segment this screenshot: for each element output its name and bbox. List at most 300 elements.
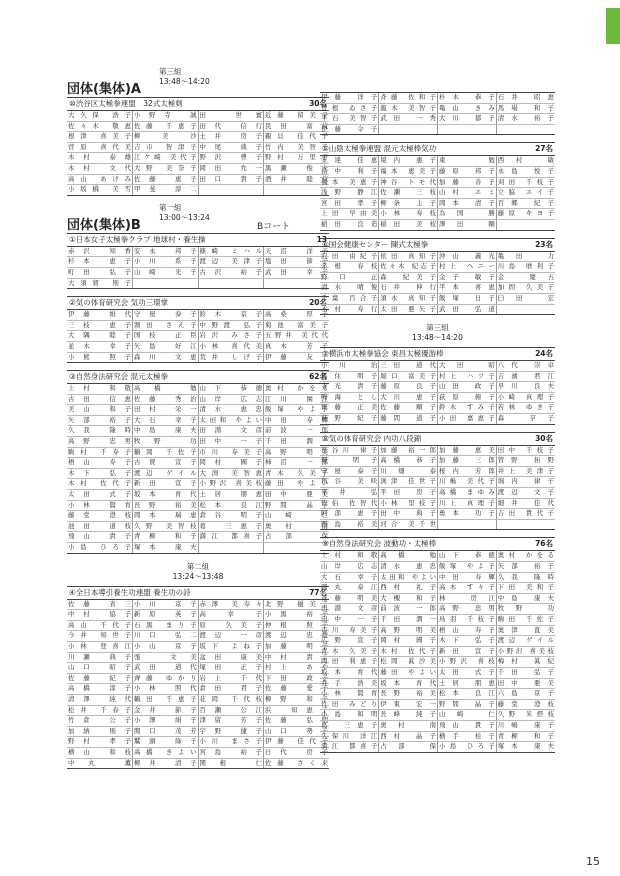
- member-name: 岡田 允一: [198, 163, 264, 174]
- member-name: 長野 裕美: [133, 500, 199, 511]
- member-name: 高山 あけみ: [67, 174, 133, 185]
- schedule-line: 13:48～14:20: [159, 77, 210, 86]
- member-name: 大川 恵子: [379, 392, 438, 403]
- member-name: 小野沢 喜美枝: [198, 479, 264, 490]
- team-count: 30名: [309, 99, 327, 108]
- member-row: [320, 466, 555, 477]
- member-row: [320, 252, 555, 262]
- member-name: 新田 宣子: [133, 479, 199, 490]
- member-name: 江ケ崎 美代子: [133, 153, 199, 164]
- member-name: 高桑 厚子: [264, 310, 330, 320]
- member-name: 佐々木 紀志子: [379, 262, 438, 273]
- member-name: 西村 敏: [496, 156, 555, 166]
- member-name: 六島 京子: [496, 689, 555, 700]
- member-name: 倉谷 明子: [198, 511, 264, 522]
- member-row: [320, 477, 555, 488]
- member-name: 千葉 百合子: [320, 293, 379, 304]
- member-name: 浅野 静江: [320, 188, 379, 199]
- member-row: [67, 132, 329, 143]
- schedule-line: 第一組: [159, 202, 182, 212]
- member-row: [67, 500, 329, 511]
- team-count: 23名: [535, 239, 553, 249]
- member-name: 龍木 美智子: [379, 103, 438, 114]
- member-name: 佐藤 愛子: [264, 684, 330, 695]
- member-name: 野口 正: [320, 272, 379, 283]
- member-name: 高橋 勉: [379, 551, 438, 561]
- member-name: 梧山 寿子: [67, 458, 133, 469]
- member-name: 柿沼 一郎: [264, 458, 330, 469]
- member-row: [320, 604, 555, 615]
- member-name: 小林 登喜江: [67, 641, 133, 652]
- member-row: [320, 188, 555, 199]
- member-row: [320, 124, 555, 134]
- member-row: [320, 731, 555, 742]
- member-name: 黒瀬 俊夫: [264, 163, 330, 174]
- member-name: 長峰 純子: [379, 710, 438, 721]
- member-row: [320, 667, 555, 678]
- member-name: 清水 恵忠: [379, 562, 438, 573]
- member-name: 加藤 恵美: [438, 446, 497, 456]
- member-name: 浜 知恵子: [264, 705, 330, 716]
- member-row: [67, 405, 329, 416]
- member-row: [67, 267, 329, 278]
- member-name: 佐瀬 三枝: [379, 188, 438, 199]
- member-row: [320, 614, 555, 625]
- member-name: 菅原 喜代美: [67, 142, 133, 153]
- member-name: 高橋 まゆみ: [438, 488, 497, 499]
- member-name: 清水 裕子: [496, 114, 555, 125]
- member-name: 亀田 力: [496, 252, 555, 262]
- member-row: [320, 361, 555, 371]
- member-name: 甲斐 淳二: [134, 185, 197, 194]
- member-name: 長野 裕美: [379, 689, 438, 700]
- member-name: 杉本 恵子: [67, 257, 133, 268]
- member-name: 日代 房子: [264, 747, 330, 758]
- member-name: 五野井 美代代: [264, 331, 330, 342]
- member-name: 下田 政子: [264, 673, 330, 684]
- team-block: [67, 370, 329, 554]
- member-name: 市川 寿美子: [198, 447, 264, 458]
- member-name: 藤堂 澄枝: [496, 699, 555, 710]
- member-row: [320, 456, 555, 467]
- member-row: [67, 511, 329, 522]
- member-name: 太田和 やよい: [379, 572, 438, 583]
- member-name: 久保川 洋江: [320, 731, 379, 742]
- team-count: 62名: [309, 372, 327, 382]
- member-name: 大槻 和子: [379, 593, 438, 604]
- member-name: 川島 磨利子: [496, 262, 555, 273]
- member-name: 稲田 良造: [321, 219, 378, 228]
- member-name: 畑 明子: [320, 456, 379, 467]
- member-row: [320, 562, 555, 573]
- member-name: 小林 賢育: [320, 689, 379, 700]
- team-count: 27名: [535, 144, 553, 154]
- member-name: 林 房江: [438, 593, 497, 604]
- member-name: 山岸 広志: [198, 394, 264, 405]
- member-name: 小坂橋 美雪: [68, 185, 131, 194]
- member-name: 青木 久美子: [320, 646, 379, 657]
- member-name: 平本 喜恵: [438, 283, 497, 294]
- member-name: 川瀬 典子: [67, 652, 133, 663]
- member-name: 亀山 きみ: [438, 103, 497, 114]
- member-row: [67, 331, 329, 342]
- member-name: 飯塚 日子: [438, 293, 497, 304]
- member-row: [320, 371, 555, 382]
- member-table: [320, 446, 555, 530]
- member-row: [67, 185, 329, 195]
- member-table: [320, 252, 555, 315]
- member-row: [320, 498, 555, 509]
- member-name: 奥津 直美: [496, 625, 555, 636]
- member-name: 小川 系子: [133, 257, 199, 268]
- member-name: 田中 千枝子: [496, 446, 555, 456]
- member-name: 齊藤 ゆかり: [133, 673, 199, 684]
- team-block: [320, 537, 555, 752]
- member-name: 大石 幸子: [133, 415, 199, 426]
- round-line: 13:24～13:48: [172, 571, 224, 581]
- member-row: [67, 641, 329, 652]
- member-name: 吉濱 君江: [496, 371, 555, 382]
- member-name: 田中 亜美: [264, 490, 330, 501]
- member-name: 飛山 貴子: [438, 720, 497, 731]
- member-name: 割田 さえ子: [133, 320, 199, 331]
- member-name: 田淵 文彦: [320, 604, 379, 615]
- member-name: 川畑 泰: [379, 466, 438, 477]
- member-row: [320, 572, 555, 583]
- member-name: 石井 伸行: [379, 283, 438, 294]
- member-name: 古沢 裕子: [198, 267, 264, 278]
- member-row: [320, 742, 555, 752]
- member-row: [320, 593, 555, 604]
- member-row: [67, 716, 329, 727]
- member-name: 為国 勝: [438, 209, 497, 220]
- member-name: 山下 恭徳: [438, 551, 497, 561]
- member-name: 鶴田 千恵子: [133, 694, 199, 705]
- member-name: 鶴岡 千佐子: [133, 447, 199, 458]
- member-row: [320, 156, 555, 166]
- member-name: 高橋 きよい: [133, 747, 199, 758]
- member-row: [320, 177, 555, 188]
- member-name: 澤田 剛: [439, 219, 495, 228]
- member-name: 小熊 照子: [68, 352, 131, 361]
- member-row: [320, 720, 555, 731]
- member-name: 岩沢 みさ子: [198, 331, 264, 342]
- member-name: 小田 嘉恵子: [439, 414, 495, 423]
- member-name: 八代 崇卓: [496, 361, 555, 371]
- member-name: 民田 富枝: [264, 121, 330, 132]
- member-name: 細井 佳代: [496, 498, 555, 509]
- member-row: [320, 293, 555, 304]
- member-name: 柳 美 沙: [133, 132, 199, 143]
- member-row: [320, 625, 555, 636]
- member-name: [198, 185, 264, 195]
- member-name: 川上 真理子: [438, 498, 497, 509]
- member-name: 川口 弘二: [133, 631, 199, 642]
- member-name: 占部 保: [264, 532, 330, 543]
- member-name: 大田 昭: [438, 361, 497, 371]
- member-name: 青柳 和子: [496, 731, 555, 742]
- member-name: 武田 幸子: [264, 267, 330, 278]
- member-row: [67, 620, 329, 631]
- member-name: [438, 519, 497, 529]
- member-row: [320, 583, 555, 594]
- member-name: 伊藤 洋子: [320, 93, 379, 103]
- member-name: 美山 和子: [67, 405, 133, 416]
- member-name: [133, 278, 199, 288]
- member-name: 宮田 孝子: [320, 198, 379, 209]
- member-row: [67, 726, 329, 737]
- member-name: 茅根 春枝: [320, 262, 379, 273]
- team-header: [67, 587, 329, 600]
- member-row: [320, 551, 555, 561]
- member-name: 高山 千代子: [67, 620, 133, 631]
- member-name: 柳条 主子: [379, 198, 438, 209]
- member-name: 早川 良夫: [496, 382, 555, 393]
- member-name: 加藤 裕一郎: [379, 446, 438, 456]
- member-name: 張 文美: [133, 652, 199, 663]
- member-name: 小林 寿枝: [379, 209, 438, 220]
- member-name: 矢部 裕子: [67, 415, 133, 426]
- member-name: 大久保 浩子: [67, 111, 133, 121]
- member-name: 久野 美智枝: [133, 521, 199, 532]
- member-name: 伊東 宏一: [379, 699, 438, 710]
- team-name: ⑥国会健康センター 陳式太極拳: [322, 239, 429, 249]
- member-name: 山崎 仁: [438, 710, 497, 721]
- member-row: [67, 747, 329, 758]
- team-count: 20名: [309, 298, 327, 308]
- member-name: 奥村 南: [264, 521, 330, 532]
- member-name: 小林 里枝子: [379, 498, 438, 509]
- member-name: 鷲頭 綠子: [133, 737, 199, 748]
- member-name: 川嶋 美代子: [438, 477, 497, 488]
- member-name: 鈴木 京子: [198, 310, 264, 320]
- member-name: 西村 晶子: [379, 731, 438, 742]
- member-name: 藤原 邦子: [438, 166, 497, 177]
- member-name: 田 世賓: [198, 111, 264, 121]
- section-tab: [606, 8, 620, 44]
- member-name: 前波 一郎: [379, 604, 438, 615]
- member-name: 高野 忠男: [438, 604, 497, 615]
- member-name: 盆田 康美: [198, 652, 264, 663]
- member-name: 管野 拓野: [496, 456, 555, 467]
- member-row: [67, 257, 329, 268]
- member-name: 松岡 眞沙美: [379, 657, 438, 668]
- member-name: 木村 佐代子: [67, 479, 133, 490]
- member-name: 佐藤 省三: [67, 600, 133, 610]
- member-name: 土井 房子: [198, 132, 264, 143]
- member-row: [67, 447, 329, 458]
- member-name: 矢島 好江: [133, 341, 199, 352]
- member-name: 岡村 國子: [198, 458, 264, 469]
- member-row: [67, 426, 329, 437]
- member-name: 鳥羽 千枝子: [438, 614, 497, 625]
- member-name: 葛 三恵子: [198, 521, 264, 532]
- member-name: 木村 文代: [67, 163, 133, 174]
- member-table: [320, 361, 555, 424]
- member-name: 千田 潤一: [264, 437, 330, 448]
- member-row: [67, 631, 329, 642]
- left-column: [67, 63, 329, 776]
- member-name: 井手 浩美: [320, 678, 379, 689]
- member-name: 山村 エミ: [438, 188, 497, 199]
- member-name: 飯塚 やよ子: [438, 562, 497, 573]
- member-name: 境内 惠子: [379, 156, 438, 166]
- member-table: [67, 111, 329, 195]
- member-name: 田中 一子: [320, 614, 379, 625]
- member-name: 田中 一子: [198, 437, 264, 448]
- member-name: 津留 芳子: [198, 716, 264, 727]
- member-name: 石黒 まり子: [133, 620, 199, 631]
- member-name: 武田 弘道: [439, 304, 495, 313]
- member-name: 近藤 留美子: [264, 111, 330, 121]
- schedule-line: 13:00～13:24: [159, 212, 210, 222]
- team-header: [320, 538, 555, 551]
- member-name: 小川 まさ子: [198, 737, 264, 748]
- member-row: [320, 198, 555, 209]
- member-name: 清澤 純代: [67, 694, 133, 705]
- member-name: 金井 節子: [133, 705, 199, 716]
- member-name: 野村 孝子: [67, 737, 133, 748]
- member-name: 牧野 功: [133, 437, 199, 448]
- member-name: 中田 寿輝: [438, 572, 497, 583]
- member-name: 西島 裕美: [321, 519, 378, 528]
- member-name: 加固 久美子: [496, 283, 555, 294]
- member-row: [320, 636, 555, 647]
- member-name: 岡丸 泰江: [320, 583, 379, 594]
- team-header: [67, 297, 329, 310]
- member-name: 田代 信行: [198, 121, 264, 132]
- member-name: 森川 文恵: [134, 352, 197, 361]
- member-name: 坂本 育代: [133, 490, 199, 501]
- team-block: [320, 92, 555, 135]
- member-name: 岩上 千代: [198, 673, 264, 684]
- member-name: 仲根 照子: [264, 620, 330, 631]
- member-name: [496, 124, 555, 134]
- team-name: ④全日本導引養生功連盟 養生功の詩: [69, 587, 191, 597]
- member-row: [320, 283, 555, 294]
- group-schedule: [159, 67, 210, 87]
- member-name: 大石 幸子: [320, 572, 379, 583]
- member-name: 小川 京子: [133, 600, 199, 610]
- member-row: [67, 247, 329, 257]
- team-name: ①日本女子太極拳クラブ 地球村・養生操: [69, 234, 206, 244]
- member-name: 百郷 紀子: [496, 198, 555, 209]
- member-name: 田中 典子: [379, 509, 438, 520]
- member-name: 村上 あや: [264, 663, 330, 674]
- team-header: [67, 371, 329, 384]
- member-name: 小島 和明: [320, 710, 379, 721]
- member-name: 酒井 睦枝: [264, 174, 330, 185]
- member-name: 満江 都喜子: [321, 742, 378, 751]
- member-name: 塩田 節子: [264, 257, 330, 268]
- member-name: 前波 一郎: [264, 426, 330, 437]
- member-name: 加納 則子: [67, 726, 133, 737]
- group-heading: [67, 67, 329, 97]
- member-name: 堀内 律子: [496, 477, 555, 488]
- member-name: 野間 晶子: [264, 500, 330, 511]
- member-name: [379, 124, 438, 134]
- member-name: 高 幸 子: [198, 610, 264, 621]
- member-row: [67, 341, 329, 352]
- member-name: 赤沢 知香: [67, 247, 133, 257]
- member-name: 梅村 眞紀: [496, 657, 555, 668]
- member-name: 中村 貴子: [264, 652, 330, 663]
- member-name: 金子 敏子: [438, 272, 497, 283]
- member-name: 中村 協子: [67, 610, 133, 621]
- member-name: 清水 恵忠: [198, 405, 264, 416]
- member-name: 飛山 貴子: [67, 532, 133, 543]
- member-name: 佐藤 順子: [379, 403, 438, 414]
- member-name: 永島 悦子: [496, 166, 555, 177]
- team-block: [67, 233, 329, 289]
- member-name: 加藤 善子: [438, 177, 497, 188]
- member-name: 寺光 貴子: [320, 382, 379, 393]
- member-name: 臼田 宏: [496, 293, 555, 304]
- court-label: Bコート: [257, 221, 291, 232]
- member-name: 小島 ひろ子: [68, 543, 131, 551]
- member-name: 山崎 光子: [133, 267, 199, 278]
- member-name: 井上 美津子: [496, 466, 555, 477]
- member-name: 佐藤 さく来: [265, 758, 328, 767]
- member-name: 小崎 真理子: [496, 392, 555, 403]
- member-name: 葛 三恵子: [320, 720, 379, 731]
- team-count: 76名: [535, 539, 553, 549]
- member-name: 広野 宣子: [320, 636, 379, 647]
- member-name: 横手 桂子: [438, 731, 497, 742]
- team-name: ⑧気の体育研究会 内功八段錦: [322, 433, 422, 443]
- member-name: 村上 ハツ子: [438, 371, 497, 382]
- member-row: [67, 490, 329, 501]
- member-name: 町田 弘子: [67, 267, 133, 278]
- member-row: [320, 488, 555, 499]
- member-name: 須永 真知子: [379, 293, 438, 304]
- member-name: 奥村 かをる: [264, 384, 330, 394]
- member-row: [67, 521, 329, 532]
- member-row: [320, 446, 555, 456]
- member-name: 伊藤 友子: [265, 352, 328, 361]
- member-row: [320, 689, 555, 700]
- team-name: ③自然身法研究会 混元太極拳: [69, 372, 169, 382]
- member-row: [67, 543, 329, 553]
- member-row: [67, 458, 329, 469]
- member-name: 藤原 良子: [379, 382, 438, 393]
- member-row: [320, 262, 555, 273]
- member-name: 武田 道代: [133, 663, 199, 674]
- member-row: [67, 673, 329, 684]
- member-name: 佐藤 恵子: [133, 174, 199, 185]
- member-name: 倉田 君子: [198, 684, 264, 695]
- team-block: [320, 142, 555, 230]
- team-header: [67, 98, 329, 111]
- member-name: 福本 恵美子: [379, 166, 438, 177]
- member-name: 畠中 利子: [320, 166, 379, 177]
- schedule-line: 第三組: [159, 67, 182, 76]
- member-name: 上村 和敬: [67, 384, 133, 394]
- member-row: [67, 384, 329, 394]
- member-name: 渡辺 文子: [496, 488, 555, 499]
- member-name: 小野寺 誠: [133, 111, 199, 121]
- member-row: [320, 382, 555, 393]
- member-name: 小川 治: [320, 361, 379, 371]
- member-name: 荻原 俯子: [438, 392, 497, 403]
- member-name: 木下 弘子: [438, 636, 497, 647]
- member-name: 大須賀 則子: [68, 278, 131, 287]
- member-name: 古賀 宣子: [133, 458, 199, 469]
- member-name: 並木 幸子: [67, 341, 133, 352]
- member-name: 山口 勢子: [264, 726, 330, 737]
- member-name: 新田 宣子: [438, 646, 497, 657]
- member-name: 江川 園江: [264, 394, 330, 405]
